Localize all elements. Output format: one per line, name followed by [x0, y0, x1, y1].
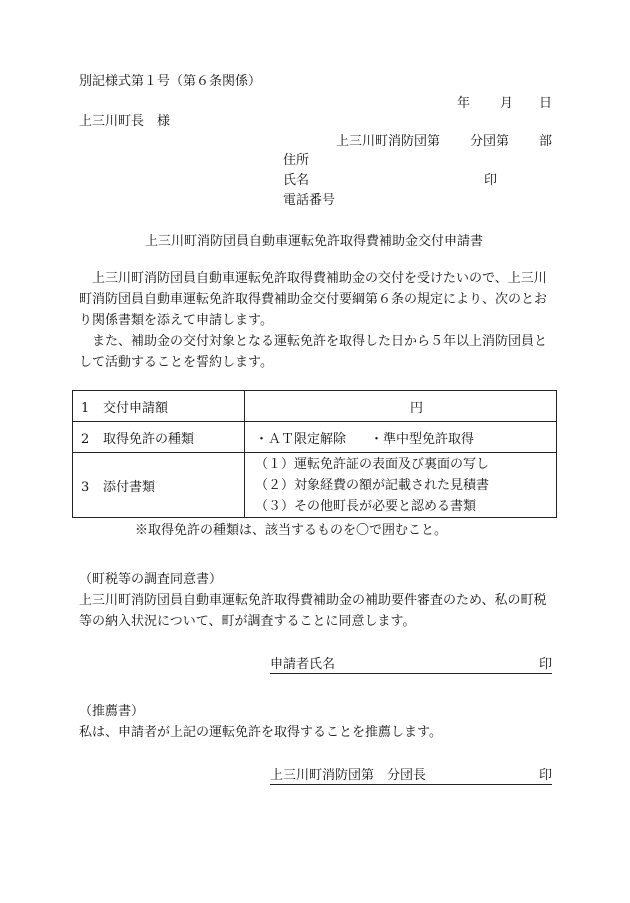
table-label-cell [73, 422, 245, 453]
recommendation-signer-label: 上三川町消防団第 分団長 [270, 768, 427, 783]
application-table [72, 390, 557, 518]
recommendation-seal: 印 [539, 768, 553, 783]
row-label: 交付申請額 [103, 400, 169, 416]
date-year: 年 [457, 96, 471, 111]
date-day: 日 [539, 96, 553, 111]
date-month: 月 [500, 96, 514, 111]
recommendation-text: 私は、申請者が上記の運転免許を取得することを推薦します。 [79, 725, 442, 740]
option-at-limit-removal: ・ＡＴ限定解除 [255, 431, 347, 447]
option-semi-medium-license: ・準中型免許取得 [370, 431, 475, 447]
body-paragraph-1: 上三川町消防団員自動車運転免許取得費補助金の交付を受けたいので、上三川町消防団員自動車運転免許取得費補助金交付要綱第６条の規定により、次のとおり関係書類を添えて申請します。 [79, 271, 548, 328]
consent-signer-label: 申請者氏名 [270, 657, 336, 672]
consent-seal: 印 [539, 657, 553, 672]
addressee: 上三川町長 様 [79, 114, 171, 129]
consent-heading: （町税等の調査同意書） [79, 572, 223, 587]
affiliation-branch: 分団第 [470, 134, 510, 149]
row-number: 2 [81, 431, 90, 447]
affiliation-unit: 部 [539, 134, 553, 149]
table-label-cell [73, 391, 245, 422]
affiliation-prefix: 上三川町消防団第 [336, 134, 441, 149]
table-note: ※取得免許の種類は、該当するものを〇で囲むこと。 [135, 523, 448, 538]
table-row [73, 391, 557, 422]
table-row [73, 422, 557, 453]
attachment-item: （１）運転免許証の表面及び裏面の写し [255, 456, 490, 472]
amount-unit: 円 [409, 400, 423, 416]
name-label: 氏名 [283, 173, 310, 188]
attachment-item: （２）対象経費の額が記載された見積書 [255, 477, 490, 493]
applicant-seal: 印 [484, 173, 498, 188]
amount-cell [245, 391, 557, 422]
phone-label: 電話番号 [283, 193, 336, 208]
row-number: 1 [81, 400, 90, 416]
row-label: 添付書類 [103, 479, 156, 495]
row-number: 3 [81, 479, 90, 495]
body-text [79, 268, 557, 373]
attachment-item: （３）その他町長が必要と認める書類 [255, 498, 477, 514]
consent-signature-line [270, 673, 552, 674]
table-row [73, 453, 557, 518]
recommendation-heading: （推薦書） [79, 704, 145, 719]
consent-text [79, 590, 557, 632]
body-paragraph-2: また、補助金の交付対象となる運転免許を取得した日から５年以上消防団員として活動することを誓約します。 [79, 334, 548, 370]
form-label: 別記様式第１号（第６条関係） [79, 74, 262, 89]
recommendation-signature-line [270, 784, 552, 785]
table-label-cell [73, 453, 245, 518]
license-type-cell [245, 422, 557, 453]
consent-text-body: 上三川町消防団員自動車運転免許取得費補助金の補助要件審査のため、私の町税等の納入状況について、町が調査することに同意します。 [79, 593, 547, 629]
document-title: 上三川町消防団員自動車運転免許取得費補助金交付申請書 [145, 234, 484, 249]
row-label: 取得免許の種類 [103, 431, 195, 447]
address-label: 住所 [283, 153, 310, 168]
attachments-cell [245, 453, 557, 518]
